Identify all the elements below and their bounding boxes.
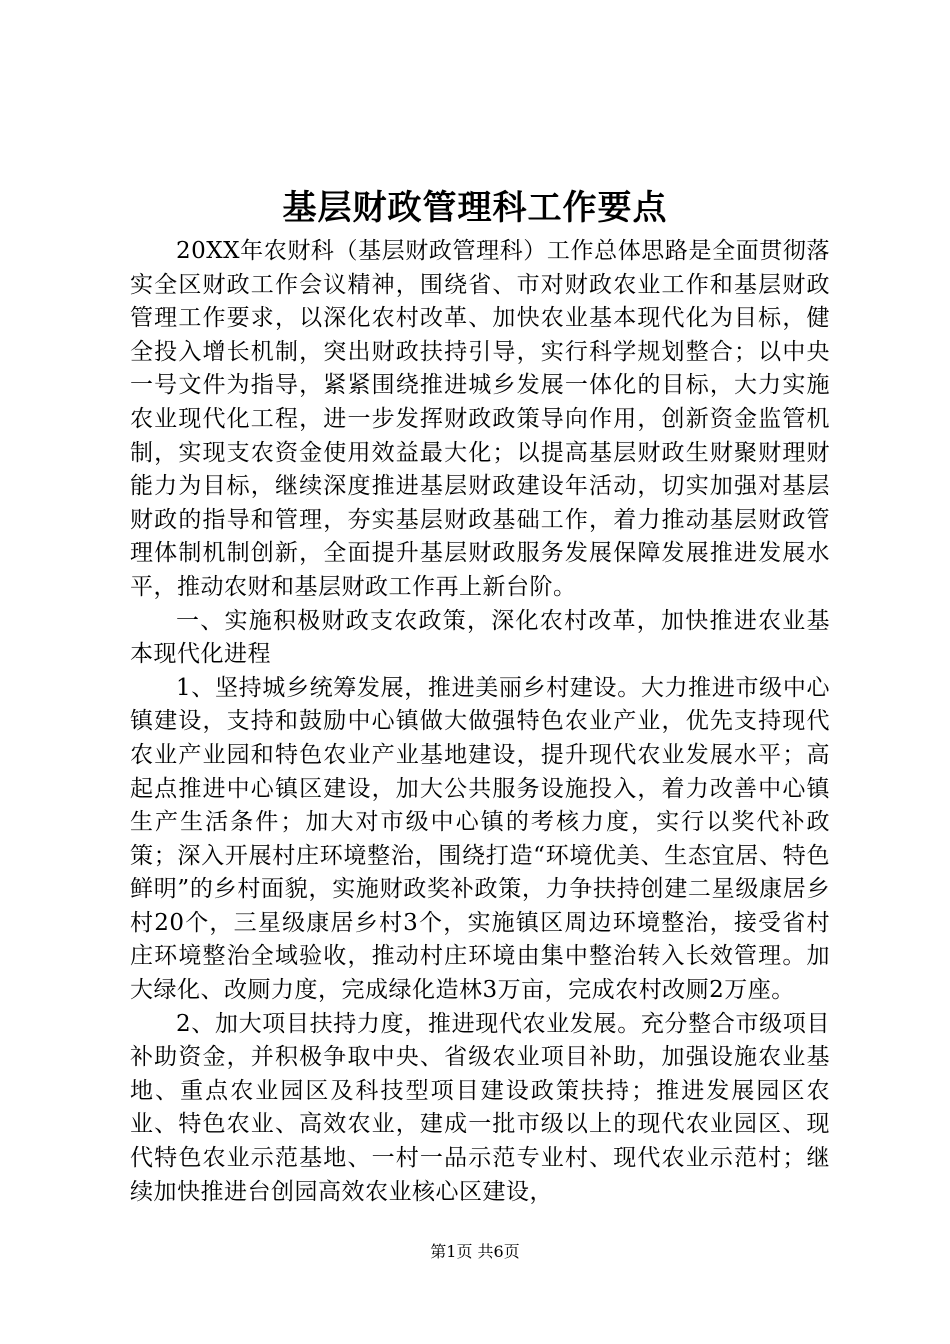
- document-title: 基层财政管理科工作要点: [282, 188, 668, 228]
- page-footer: 第1页 共6页: [430, 1242, 520, 1261]
- paragraph-item-1: 1、坚持城乡统筹发展，推进美丽乡村建设。大力推进市级中心镇建设，支持和鼓励中心镇做大做强特色农业产业，优先支持现代农业产业园和特色农业产业基地建设，提升现代农业发展水平；高起点推进中心镇区建设，加大公共服务设施投入，着力改善中心镇生产生活条件；加大对市级中心镇的考核力度，实行以奖代补政策；深入开展村庄环境整治，围绕打造“环境优美、生态宜居、特色鲜明”的乡村面貌，实施财政奖补政策，力争扶持创建二星级康居乡村20个，三星级康居乡村3个，实施镇区周边环境整治，接受省村庄环境整治全域验收，推动村庄环境由集中整治转入长效管理。加大绿化、改厕力度，完成绿化造林3万亩，完成农村改厕2万座。: [130, 674, 830, 1004]
- paragraph-overview: 20XX年农财科（基层财政管理科）工作总体思路是全面贯彻落实全区财政工作会议精神，围绕省、市对财政农业工作和基层财政管理工作要求，以深化农村改革、加快农业基本现代化为目标，健全投入增长机制，突出财政扶持引导，实行科学规划整合；以中央一号文件为指导，紧紧围绕推进城乡发展一体化的目标，大力实施农业现代化工程，进一步发挥财政政策导向作用，创新资金监管机制，实现支农资金使用效益最大化；以提高基层财政生财聚财理财能力为目标，继续深度推进基层财政建设年活动，切实加强对基层财政的指导和管理，夯实基层财政基础工作，着力推动基层财政管理体制机制创新，全面提升基层财政服务发展保障发展推进发展水平，推动农财和基层财政工作再上新台阶。: [130, 238, 830, 600]
- section-heading-1: 一、实施积极财政支农政策，深化农村改革，加快推进农业基本现代化进程: [130, 607, 830, 668]
- document-body: [130, 235, 830, 1209]
- paragraph-item-2: 2、加大项目扶持力度，推进现代农业发展。充分整合市级项目补助资金，并积极争取中央、省级农业项目补助，加强设施农业基地、重点农业园区及科技型项目建设政策扶持；推进发展园区农业、特色农业、高效农业，建成一批市级以上的现代农业园区、现代特色农业示范基地、一村一品示范专业村、现代农业示范村；继续加快推进台创园高效农业核心区建设，: [130, 1010, 830, 1205]
